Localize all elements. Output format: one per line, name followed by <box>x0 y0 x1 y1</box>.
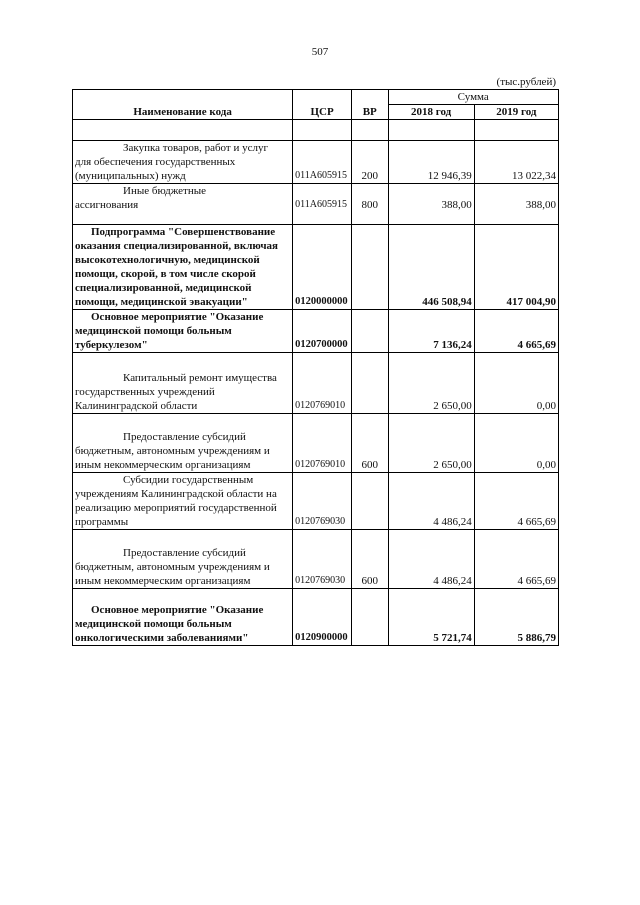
row-2018: 7 136,24 <box>388 310 474 353</box>
row-vr: 800 <box>352 184 389 225</box>
row-name <box>73 141 293 184</box>
row-2018: 5 721,74 <box>388 589 474 646</box>
row-name <box>73 530 293 589</box>
units-label: (тыс.рублей) <box>496 76 556 88</box>
row-name-line1: Предоставление субсидий <box>123 431 246 443</box>
row-2018: 12 946,39 <box>388 141 474 184</box>
table-row <box>73 184 559 225</box>
row-name-line1: Субсидии государственным <box>123 474 254 486</box>
header-csr: ЦСР <box>293 90 352 120</box>
header-year-2018: 2018 год <box>388 105 474 120</box>
row-name-rest: учреждениям Калининградской области на реализацию мероприятий государственной программы <box>75 488 277 528</box>
row-name <box>73 589 293 646</box>
spacer-cell <box>73 120 293 141</box>
row-name <box>73 310 293 353</box>
budget-table <box>72 89 559 646</box>
table-row <box>73 225 559 310</box>
header-name: Наименование кода <box>73 90 293 120</box>
row-csr: 011А605915 <box>293 141 352 184</box>
table-row <box>73 310 559 353</box>
row-name-rest: ассигнования <box>75 199 139 211</box>
table-row <box>73 589 559 646</box>
row-2019: 13 022,34 <box>474 141 558 184</box>
row-name-line1: Иные бюджетные <box>123 185 207 197</box>
row-name <box>73 353 293 414</box>
row-2018: 2 650,00 <box>388 414 474 473</box>
row-vr: 200 <box>352 141 389 184</box>
table-row <box>73 473 559 530</box>
row-name <box>73 473 293 530</box>
row-2019: 0,00 <box>474 414 558 473</box>
row-name-line1: Предоставление субсидий <box>123 547 246 559</box>
row-csr: 0120000000 <box>293 225 352 310</box>
row-2018: 4 486,24 <box>388 473 474 530</box>
spacer-cell <box>474 120 558 141</box>
row-name-rest: медицинской помощи больным туберкулезом" <box>75 325 232 351</box>
header-sum: Сумма <box>388 90 558 105</box>
row-csr: 0120769010 <box>293 414 352 473</box>
spacer-cell <box>388 120 474 141</box>
row-name-rest: бюджетным, автономным учреждениям и иным некоммерческим организациям <box>75 561 270 587</box>
row-2018: 4 486,24 <box>388 530 474 589</box>
row-name <box>73 225 293 310</box>
row-csr: 0120900000 <box>293 589 352 646</box>
row-2019: 4 665,69 <box>474 530 558 589</box>
row-name <box>73 184 293 225</box>
table-row <box>73 141 559 184</box>
row-name-line1: Подпрограмма "Совершенствование <box>91 226 276 238</box>
row-vr <box>352 589 389 646</box>
row-csr: 0120769030 <box>293 530 352 589</box>
row-name-rest: для обеспечения государственных (муниципальных) нужд <box>75 156 236 182</box>
row-name-line1: Основное мероприятие "Оказание <box>91 311 264 323</box>
header-year-2019: 2019 год <box>474 105 558 120</box>
row-name-line1: Капитальный ремонт имущества <box>123 372 277 384</box>
row-csr: 011А605915 <box>293 184 352 225</box>
spacer-row <box>73 120 559 141</box>
row-name-rest: государственных учреждений Калининградской области <box>75 386 215 412</box>
row-csr: 0120769010 <box>293 353 352 414</box>
spacer-cell <box>293 120 352 141</box>
table-row <box>73 414 559 473</box>
row-vr <box>352 310 389 353</box>
row-name-line1: Основное мероприятие "Оказание <box>91 604 264 616</box>
row-vr <box>352 353 389 414</box>
header-vr: ВР <box>352 90 389 120</box>
row-csr: 0120769030 <box>293 473 352 530</box>
row-2019: 0,00 <box>474 353 558 414</box>
row-2018: 446 508,94 <box>388 225 474 310</box>
row-name <box>73 414 293 473</box>
spacer-cell <box>352 120 389 141</box>
row-2019: 388,00 <box>474 184 558 225</box>
row-csr: 0120700000 <box>293 310 352 353</box>
row-name-line1: Закупка товаров, работ и услуг <box>123 142 268 154</box>
table-row <box>73 353 559 414</box>
row-2019: 5 886,79 <box>474 589 558 646</box>
row-vr: 600 <box>352 530 389 589</box>
row-name-rest: оказания специализированной, включая высокотехнологичную, медицинской помощи, скорой, в том числе скорой специализированной, медицинской помощи, медицинской эвакуации" <box>75 240 279 308</box>
row-vr <box>352 225 389 310</box>
row-2018: 2 650,00 <box>388 353 474 414</box>
page-number: 507 <box>311 46 329 58</box>
row-name-rest: бюджетным, автономным учреждениям и иным некоммерческим организациям <box>75 445 270 471</box>
header-row-top <box>73 90 559 105</box>
table-row <box>73 530 559 589</box>
row-2018: 388,00 <box>388 184 474 225</box>
row-2019: 417 004,90 <box>474 225 558 310</box>
row-name-rest: медицинской помощи больным онкологическими заболеваниями" <box>75 618 249 644</box>
row-2019: 4 665,69 <box>474 473 558 530</box>
row-vr <box>352 473 389 530</box>
row-vr: 600 <box>352 414 389 473</box>
row-2019: 4 665,69 <box>474 310 558 353</box>
